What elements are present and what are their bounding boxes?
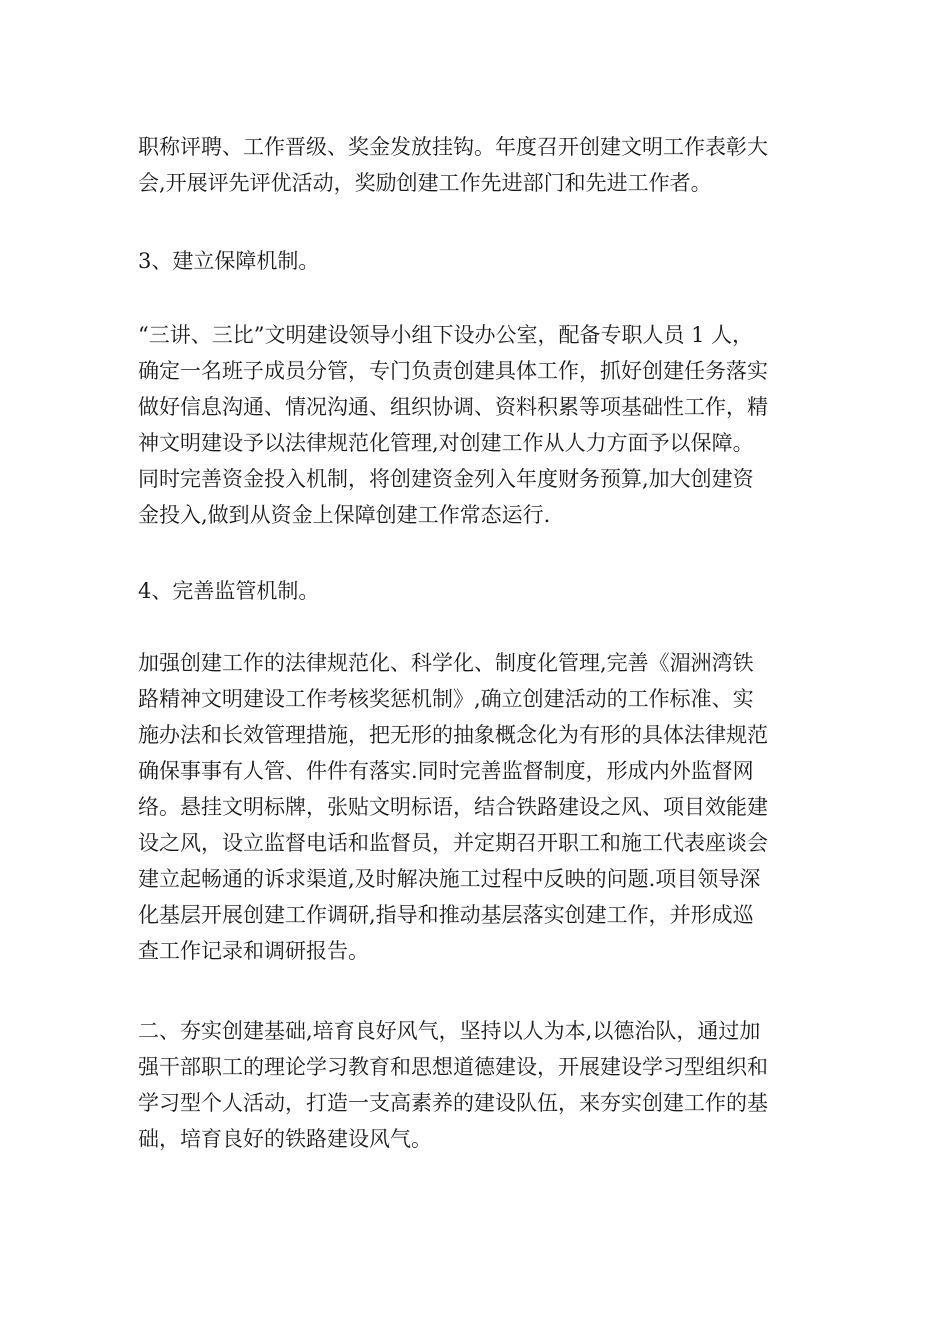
text-line: 确保事事有人管、件件有落实.同时完善监督制度，形成内外监督网 [138, 759, 754, 783]
text-line: 神文明建设予以法律规范化管理,对创建工作从人力方面予以保障。 [138, 431, 754, 455]
text-line: 同时完善资金投入机制，将创建资金列入年度财务预算,加大创建资 [138, 467, 754, 491]
text-line: 查工作记录和调研报告。 [138, 939, 369, 963]
text-line: 做好信息沟通、情况沟通、组织协调、资料积累等项基础性工作，精 [138, 395, 768, 419]
text-line: 加强创建工作的法律规范化、科学化、制度化管理,完善《湄洲湾铁 [138, 651, 754, 675]
paragraph-supervision [138, 645, 818, 969]
text-line: 路精神文明建设工作考核奖惩机制》,确立创建活动的工作标准、实 [138, 687, 754, 711]
text-line: 强干部职工的理论学习教育和思想道德建设，开展建设学习型组织和 [138, 1055, 768, 1079]
text-line: 化基层开展创建工作调研,指导和推动基层落实创建工作，并形成巡 [138, 903, 754, 927]
text-line: 确定一名班子成员分管，专门负责创建具体工作，抓好创建任务落实 [138, 359, 768, 383]
paragraph-guarantee [138, 317, 818, 533]
text-line: “三讲、三比”文明建设领导小组下设办公室，配备专职人员 1 人， [138, 323, 754, 347]
text-line: 施办法和长效管理措施，把无形的抽象概念化为有形的具体法律规范 [138, 723, 768, 747]
text-line: 建立起畅通的诉求渠道,及时解决施工过程中反映的问题.项目领导深 [138, 867, 761, 891]
heading-guarantee-mechanism [138, 243, 818, 279]
text-line: 二、夯实创建基础,培育良好风气，坚持以人为本,以德治队，通过加 [138, 1019, 761, 1043]
text-line: 学习型个人活动，打造一支高素养的建设队伍，来夯实创建工作的基 [138, 1091, 768, 1115]
text-line: 金投入,做到从资金上保障创建工作常态运行. [138, 503, 551, 527]
text-line: 设之风，设立监督电话和监督员，并定期召开职工和施工代表座谈会 [138, 831, 768, 855]
text-line: 会,开展评先评优活动，奖励创建工作先进部门和先进工作者。 [138, 171, 712, 195]
section-heading: 4、完善监管机制。 [138, 579, 320, 603]
paragraph-awards [138, 129, 818, 201]
text-line: 职称评聘、工作晋级、奖金发放挂钩。年度召开创建文明工作表彰大 [138, 135, 768, 159]
paragraph-foundation [138, 1013, 818, 1157]
text-line: 础，培育良好的铁路建设风气。 [138, 1127, 432, 1151]
heading-supervision-mechanism [138, 573, 818, 609]
text-line: 络。悬挂文明标牌，张贴文明标语，结合铁路建设之风、项目效能建 [138, 795, 768, 819]
section-heading: 3、建立保障机制。 [138, 249, 320, 273]
